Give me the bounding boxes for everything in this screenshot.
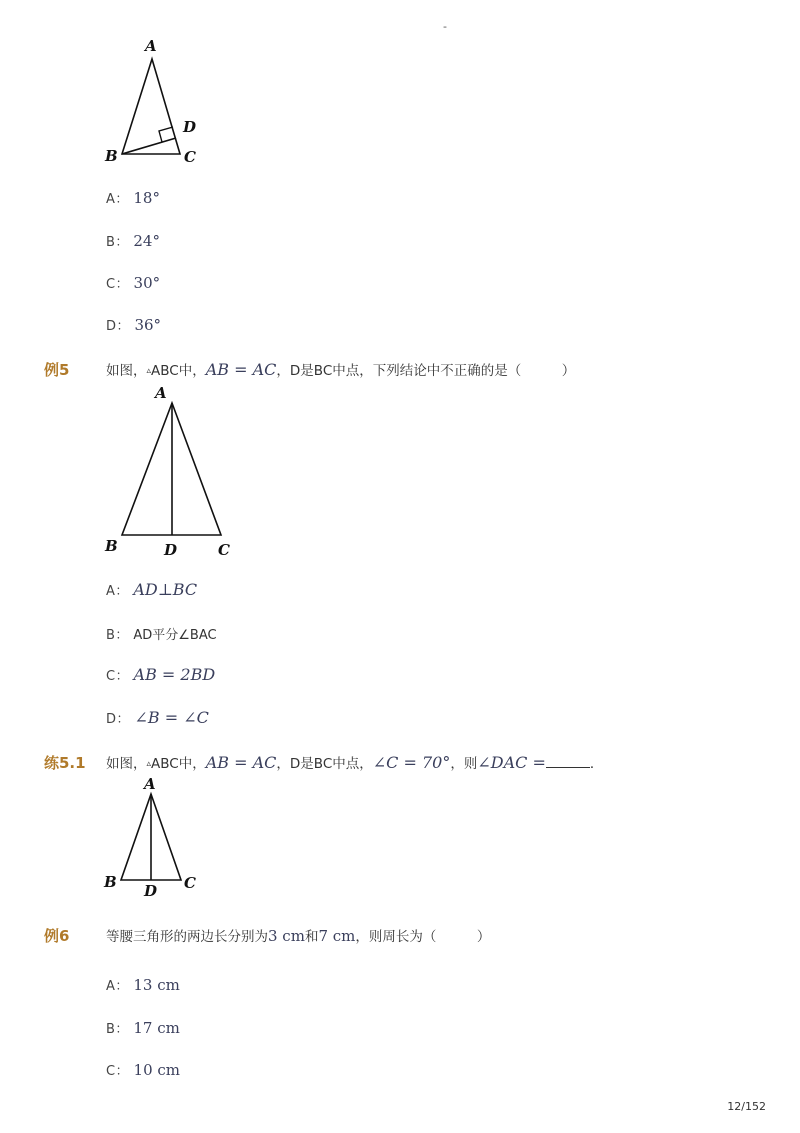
option-value: AB = 2BD	[133, 665, 216, 684]
option-d[interactable]	[106, 315, 161, 334]
fig3-label-b: B	[104, 873, 117, 891]
option-label: D：	[106, 319, 131, 334]
ex5-option-a[interactable]	[106, 580, 197, 599]
answer-blank[interactable]	[546, 755, 590, 768]
altitude-bd	[122, 138, 176, 154]
option-label: B：	[106, 235, 129, 250]
example-6-tag: 例6	[44, 927, 70, 945]
practice-5-1-tag: 练5.1	[44, 754, 86, 772]
fig2-label-d: D	[164, 541, 178, 559]
option-b[interactable]	[106, 231, 160, 250]
fig3-label-c: C	[184, 874, 196, 892]
ex6-option-c[interactable]	[106, 1060, 180, 1079]
example-5-tag: 例5	[44, 361, 70, 379]
ex6-option-b[interactable]	[106, 1018, 180, 1037]
top-mark: -	[443, 20, 447, 33]
option-c[interactable]	[106, 273, 160, 292]
fig3-label-a: A	[144, 775, 156, 793]
option-value: 30°	[133, 274, 161, 292]
option-label: C：	[106, 277, 130, 292]
option-value: AD⊥BC	[133, 580, 198, 599]
figure-triangle-altitude	[100, 34, 210, 169]
option-label: A：	[106, 192, 129, 207]
option-value: AD平分∠BAC	[133, 628, 217, 643]
option-label: A：	[106, 584, 129, 599]
fig1-label-c: C	[184, 148, 196, 166]
fig1-label-d: D	[183, 118, 197, 136]
ex5-option-d[interactable]	[106, 708, 209, 727]
option-a[interactable]	[106, 188, 160, 207]
option-value: ∠B = ∠C	[134, 708, 209, 727]
ex5-option-b[interactable]	[106, 624, 217, 643]
fig2-label-c: C	[218, 541, 230, 559]
option-value: 36°	[134, 316, 162, 334]
option-value: 10 cm	[133, 1061, 181, 1079]
option-label: D：	[106, 712, 131, 727]
fig2-label-a: A	[155, 384, 167, 402]
figure-triangle-median	[100, 378, 250, 563]
option-label: B：	[106, 628, 129, 643]
option-label: C：	[106, 1064, 130, 1079]
page-number: 12/152	[727, 1100, 766, 1113]
example-6-question: 等腰三角形的两边长分别为3 cm和7 cm，则周长为（ ）	[106, 927, 491, 945]
figure-triangle-median-small	[100, 772, 210, 902]
fig2-label-b: B	[105, 537, 118, 555]
practice-5-1-question: 如图，▵ABC中，AB = AC，D是BC中点，∠C = 70°，则∠DAC = ．	[106, 753, 604, 772]
option-value: 18°	[133, 189, 160, 207]
ex5-option-c[interactable]	[106, 665, 215, 684]
option-value: 24°	[133, 232, 160, 250]
ex6-option-a[interactable]	[106, 975, 180, 994]
option-value: 13 cm	[133, 976, 180, 994]
fig3-label-d: D	[144, 882, 158, 900]
option-value: 17 cm	[133, 1019, 180, 1037]
fig1-label-a: A	[145, 37, 157, 55]
option-label: B：	[106, 1022, 129, 1037]
option-label: C：	[106, 669, 130, 684]
example-5-question: 如图，▵ABC中，AB = AC，D是BC中点，下列结论中不正确的是（ ）	[106, 360, 576, 379]
option-label: A：	[106, 979, 129, 994]
fig1-label-b: B	[105, 147, 118, 165]
